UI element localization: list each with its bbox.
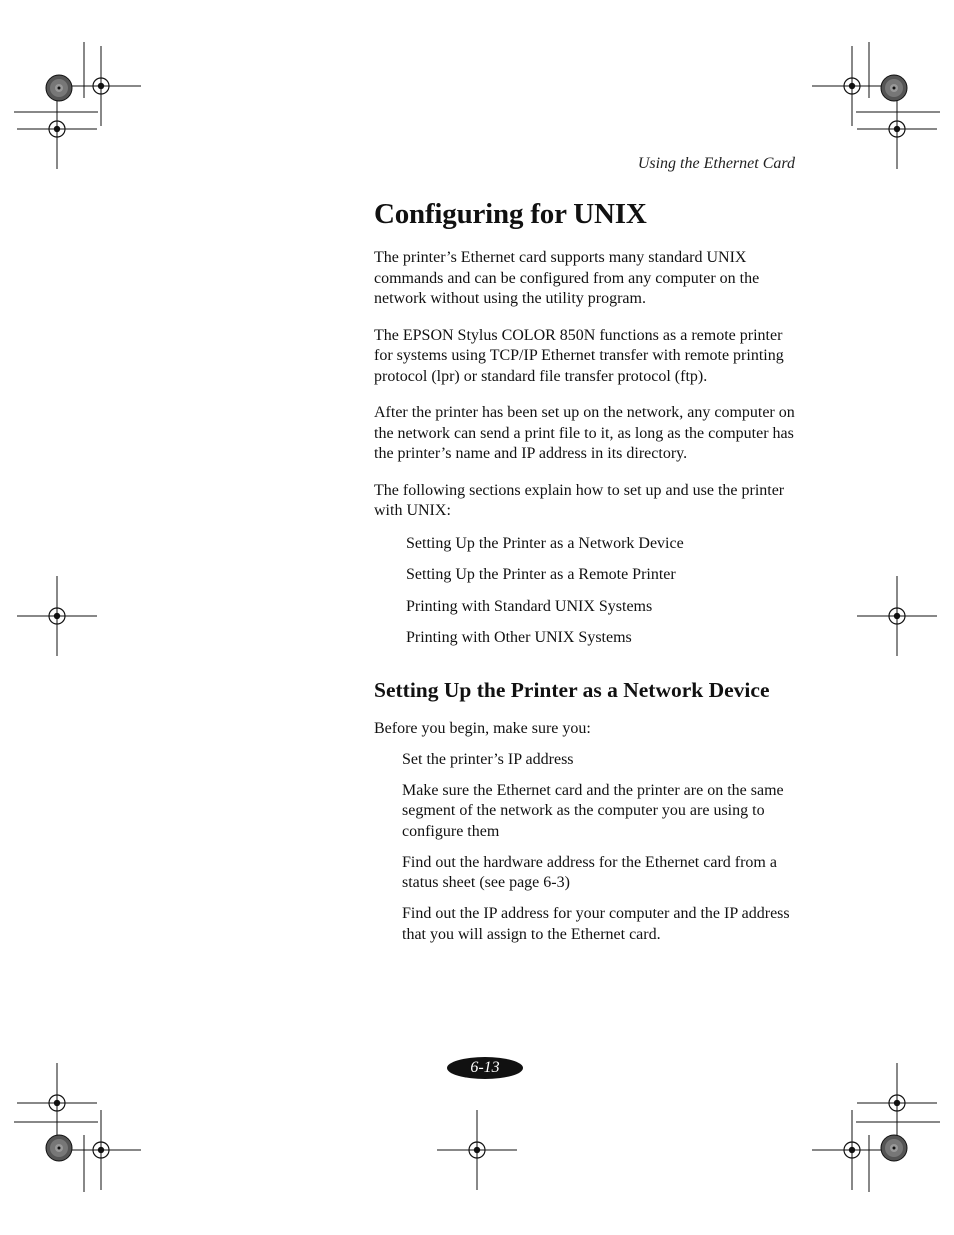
paragraph: The printer’s Ethernet card supports many standard UNIX commands and can be configured from any computer on the network without using the utility program. — [374, 249, 760, 307]
page-number: 6-13 — [470, 1059, 500, 1076]
page-number-badge — [447, 1057, 523, 1079]
paragraph: The EPSON Stylus COLOR 850N functions as a remote printer for systems using TCP/IP Ethernet transfer with remote printing protocol (lpr) or standard file transfer protocol (ftp). — [374, 326, 784, 385]
paragraph: The following sections explain how to set up and use the printer with UNIX: — [374, 481, 785, 519]
subsection-title: Setting Up the Printer as a Network Device — [374, 678, 770, 702]
prerequisite-item: Set the printer’s IP address — [402, 750, 574, 768]
prerequisite-list — [402, 750, 799, 946]
prerequisite-item: Make sure the Ethernet card and the printer are on the same segment of the network as the computer you are using to configure them — [402, 781, 784, 840]
prerequisite-item: Find out the IP address for your computer and the IP address that you will assign to the Ethernet card. — [402, 905, 790, 943]
topic-item: Setting Up the Printer as a Network Device — [406, 534, 684, 552]
topic-list — [406, 534, 799, 649]
page-content — [374, 198, 799, 956]
section-title: Configuring for UNIX — [374, 198, 647, 230]
paragraph: After the printer has been set up on the network, any computer on the network can send a print file to it, as long as the computer has the printer’s name and IP address in its directory. — [374, 404, 795, 462]
topic-item: Setting Up the Printer as a Remote Printer — [406, 566, 676, 583]
topic-item: Printing with Other UNIX Systems — [406, 629, 632, 646]
running-head: Using the Ethernet Card — [637, 155, 795, 172]
prerequisite-item: Find out the hardware address for the Ethernet card from a status sheet (see page 6-3) — [402, 853, 777, 891]
topic-item: Printing with Standard UNIX Systems — [406, 597, 653, 615]
subsection-intro: Before you begin, make sure you: — [374, 720, 591, 737]
